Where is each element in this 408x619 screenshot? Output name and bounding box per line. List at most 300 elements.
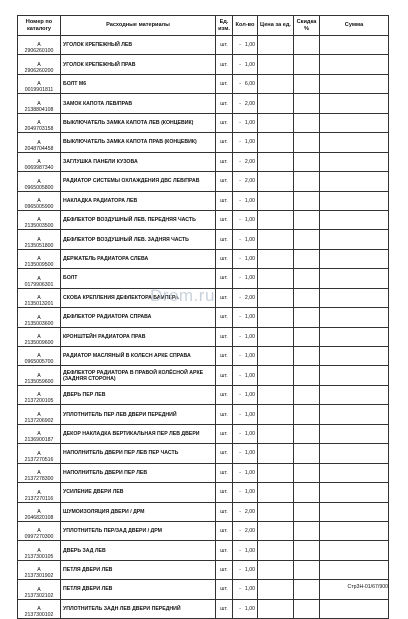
unit-of-measure: шт.	[216, 55, 233, 74]
header-discount: Скидка %	[294, 16, 320, 36]
material-name-line: ДЕФЛЕКТОР РАДИАТОРА СПРАВА	[63, 314, 152, 321]
unit-of-measure: шт.	[216, 405, 233, 424]
unit-of-measure: шт.	[216, 560, 233, 579]
unit-of-measure: шт.	[216, 327, 233, 346]
header-quantity: Кол-во	[233, 16, 258, 36]
catalog-prefix: A	[37, 120, 41, 127]
dash-mark: -	[239, 430, 241, 437]
price-cell	[258, 113, 294, 132]
discount-cell	[294, 210, 320, 229]
unit-of-measure: шт.	[216, 385, 233, 404]
unit-of-measure: шт.	[216, 269, 233, 288]
price-cell	[258, 230, 294, 249]
dash-mark: -	[239, 217, 241, 224]
total-cell	[320, 133, 389, 152]
discount-cell	[294, 366, 320, 385]
total-cell	[320, 94, 389, 113]
discount-cell	[294, 94, 320, 113]
table-row	[18, 55, 389, 74]
discount-cell	[294, 560, 320, 579]
unit-of-measure: шт.	[216, 94, 233, 113]
table-row	[18, 74, 389, 93]
quantity-cell	[233, 521, 258, 540]
price-cell	[258, 94, 294, 113]
material-name	[61, 385, 216, 404]
material-name-line: ШУМОИЗОЛЯЦИЯ ДВЕРИ / ДРМ	[63, 508, 145, 515]
material-name	[61, 308, 216, 327]
quantity-cell	[233, 288, 258, 307]
dash-mark: -	[239, 158, 241, 165]
catalog-number	[18, 230, 61, 249]
material-name-line: ПЕТЛЯ ДВЕРИ ЛЕВ	[63, 567, 113, 574]
catalog-prefix: A	[37, 470, 41, 477]
catalog-code: 2135009600	[24, 340, 54, 346]
quantity-value: 2,00	[244, 294, 255, 301]
unit-of-measure: шт.	[216, 230, 233, 249]
table-row	[18, 249, 389, 268]
quantity-cell	[233, 580, 258, 599]
price-cell	[258, 541, 294, 560]
material-name	[61, 210, 216, 229]
discount-cell	[294, 444, 320, 463]
discount-cell	[294, 327, 320, 346]
catalog-number	[18, 424, 61, 443]
unit-of-measure: шт.	[216, 502, 233, 521]
dash-mark: -	[239, 275, 241, 282]
material-name	[61, 347, 216, 366]
price-cell	[258, 249, 294, 268]
price-cell	[258, 55, 294, 74]
catalog-prefix: A	[37, 217, 41, 224]
discount-cell	[294, 347, 320, 366]
material-name-line: УПЛОТНИТЕЛЬ ЗАДН ЛЕВ ДВЕРИ ПЕРЕДНИЙ	[63, 605, 181, 612]
discount-cell	[294, 230, 320, 249]
header-total: Сумма	[320, 16, 389, 36]
unit-of-measure: шт.	[216, 599, 233, 618]
materials-table	[17, 15, 389, 619]
catalog-code: 0965005700	[24, 359, 54, 366]
price-cell	[258, 74, 294, 93]
material-name-line: РАДИАТОР СИСТЕМЫ ОХЛАЖДЕНИЯ ДВС ЛЕВ/ПРАВ	[63, 178, 200, 185]
catalog-prefix: A	[37, 411, 41, 418]
dash-mark: -	[239, 256, 241, 263]
total-cell	[320, 347, 389, 366]
catalog-code: 2135003600	[24, 320, 54, 327]
discount-cell	[294, 424, 320, 443]
table-row	[18, 444, 389, 463]
unit-of-measure: шт.	[216, 366, 233, 385]
quantity-cell	[233, 55, 258, 74]
price-cell	[258, 580, 294, 599]
catalog-code: 2049703158	[24, 126, 54, 133]
dash-mark: -	[239, 294, 241, 301]
total-cell	[320, 152, 389, 171]
header-unit-price: Цена за ед.	[258, 16, 294, 36]
discount-cell	[294, 502, 320, 521]
catalog-prefix: A	[37, 81, 41, 88]
price-cell	[258, 288, 294, 307]
catalog-code: 2046820108	[24, 514, 54, 521]
catalog-number	[18, 541, 61, 560]
material-name	[61, 444, 216, 463]
table-row	[18, 36, 389, 55]
catalog-prefix: A	[37, 547, 41, 554]
material-name	[61, 366, 216, 385]
catalog-number	[18, 502, 61, 521]
quantity-cell	[233, 113, 258, 132]
unit-of-measure: шт.	[216, 74, 233, 93]
unit-of-measure: шт.	[216, 133, 233, 152]
dash-mark: -	[239, 314, 241, 321]
quantity-cell	[233, 483, 258, 502]
table-row	[18, 541, 389, 560]
price-cell	[258, 483, 294, 502]
quantity-cell	[233, 599, 258, 618]
price-cell	[258, 521, 294, 540]
quantity-cell	[233, 405, 258, 424]
material-name	[61, 249, 216, 268]
price-cell	[258, 385, 294, 404]
catalog-code: 2137270116	[24, 495, 54, 502]
quantity-cell	[233, 463, 258, 482]
quantity-value: 1,00	[244, 61, 255, 68]
unit-of-measure: шт.	[216, 288, 233, 307]
discount-cell	[294, 308, 320, 327]
page-reference: Стр3Н-01/67/900	[347, 584, 388, 590]
material-name	[61, 74, 216, 93]
table-row	[18, 308, 389, 327]
quantity-value: 1,00	[244, 314, 255, 321]
dash-mark: -	[239, 489, 241, 496]
discount-cell	[294, 483, 320, 502]
material-name-line: ПЕТЛЯ ДВЕРИ ЛЕВ	[63, 586, 113, 593]
price-cell	[258, 36, 294, 55]
quantity-value: 1,00	[244, 139, 255, 146]
quantity-cell	[233, 94, 258, 113]
catalog-number	[18, 288, 61, 307]
discount-cell	[294, 152, 320, 171]
catalog-number	[18, 113, 61, 132]
discount-cell	[294, 541, 320, 560]
quantity-value: 1,00	[244, 236, 255, 243]
total-cell	[320, 55, 389, 74]
quantity-value: 1,00	[244, 372, 255, 379]
table-row	[18, 463, 389, 482]
dash-mark: -	[239, 586, 241, 593]
material-name	[61, 599, 216, 618]
table-row	[18, 385, 389, 404]
material-name-line: УПЛОТНИТЕЛЬ ПЕР/ЗАД ДВЕРИ / ДРМ	[63, 528, 162, 535]
material-name-line: ДЕКОР НАКЛАДКА ВЕРТИКАЛЬНАЯ ПЕР ЛЕВ ДВЕРИ	[63, 430, 200, 437]
quantity-value: 1,00	[244, 586, 255, 593]
discount-cell	[294, 288, 320, 307]
quantity-value: 1,00	[244, 489, 255, 496]
unit-of-measure: шт.	[216, 483, 233, 502]
total-cell	[320, 483, 389, 502]
watermark: Drom.ru	[150, 286, 215, 305]
catalog-number	[18, 249, 61, 268]
material-name	[61, 152, 216, 171]
catalog-prefix: A	[37, 42, 41, 49]
table-row	[18, 502, 389, 521]
catalog-prefix: A	[37, 606, 41, 613]
table-row	[18, 191, 389, 210]
catalog-number	[18, 599, 61, 618]
table-row	[18, 288, 389, 307]
dash-mark: -	[239, 236, 241, 243]
material-name-line: НАКЛАДКА РАДИАТОРА ЛЕВ	[63, 197, 138, 204]
quantity-value: 6,00	[244, 81, 255, 88]
dash-mark: -	[239, 178, 241, 185]
unit-of-measure: шт.	[216, 424, 233, 443]
catalog-prefix: A	[37, 353, 41, 360]
catalog-code: 0179906301	[24, 281, 54, 288]
quantity-cell	[233, 424, 258, 443]
dash-mark: -	[239, 450, 241, 457]
catalog-prefix: A	[37, 139, 41, 146]
catalog-code: 2138804108	[24, 106, 54, 113]
total-cell	[320, 521, 389, 540]
catalog-prefix: A	[37, 256, 41, 263]
table-row	[18, 599, 389, 618]
table-row	[18, 483, 389, 502]
material-name-line: НАПОЛНИТЕЛЬ ДВЕРИ ПЕР ЛЕВ ПЕР ЧАСТЬ	[63, 450, 179, 457]
price-cell	[258, 133, 294, 152]
price-cell	[258, 366, 294, 385]
material-name-line: КРОНШТЕЙН РАДИАТОРА ПРАВ	[63, 333, 146, 340]
quantity-value: 1,00	[244, 430, 255, 437]
header-unit: Ед. изм.	[216, 16, 233, 36]
table-row	[18, 424, 389, 443]
dash-mark: -	[239, 42, 241, 49]
total-cell	[320, 463, 389, 482]
catalog-number	[18, 172, 61, 191]
catalog-code: 2135009500	[24, 262, 54, 269]
table-row	[18, 113, 389, 132]
quantity-value: 1,00	[244, 217, 255, 224]
discount-cell	[294, 36, 320, 55]
material-name	[61, 36, 216, 55]
material-name	[61, 502, 216, 521]
total-cell	[320, 502, 389, 521]
price-cell	[258, 210, 294, 229]
unit-of-measure: шт.	[216, 444, 233, 463]
quantity-cell	[233, 36, 258, 55]
quantity-cell	[233, 249, 258, 268]
catalog-number	[18, 55, 61, 74]
catalog-prefix: A	[37, 275, 41, 282]
catalog-prefix: A	[37, 314, 41, 321]
discount-cell	[294, 580, 320, 599]
dash-mark: -	[239, 61, 241, 68]
catalog-prefix: A	[37, 236, 41, 243]
unit-of-measure: шт.	[216, 172, 233, 191]
catalog-code: 2135003500	[24, 223, 54, 230]
catalog-prefix: A	[37, 295, 41, 302]
quantity-cell	[233, 347, 258, 366]
quantity-cell	[233, 191, 258, 210]
unit-of-measure: шт.	[216, 152, 233, 171]
quantity-cell	[233, 560, 258, 579]
material-name	[61, 521, 216, 540]
discount-cell	[294, 55, 320, 74]
price-cell	[258, 172, 294, 191]
unit-of-measure: шт.	[216, 308, 233, 327]
catalog-code: 2137270516	[24, 456, 54, 463]
catalog-prefix: A	[37, 431, 41, 438]
catalog-prefix: A	[37, 392, 41, 399]
quantity-cell	[233, 327, 258, 346]
total-cell	[320, 230, 389, 249]
catalog-number	[18, 560, 61, 579]
unit-of-measure: шт.	[216, 347, 233, 366]
quantity-cell	[233, 74, 258, 93]
quantity-cell	[233, 444, 258, 463]
quantity-value: 2,00	[244, 528, 255, 535]
dash-mark: -	[239, 81, 241, 88]
quantity-cell	[233, 172, 258, 191]
material-name	[61, 580, 216, 599]
price-cell	[258, 560, 294, 579]
unit-of-measure: шт.	[216, 36, 233, 55]
quantity-value: 2,00	[244, 508, 255, 515]
table-row	[18, 94, 389, 113]
catalog-prefix: A	[37, 450, 41, 457]
material-name	[61, 230, 216, 249]
catalog-code: 2136900187	[24, 437, 54, 444]
price-cell	[258, 424, 294, 443]
catalog-prefix: A	[37, 372, 41, 379]
header-materials: Расходные материалы	[61, 16, 216, 36]
material-name	[61, 94, 216, 113]
material-name	[61, 133, 216, 152]
table-body	[18, 36, 389, 619]
dash-mark: -	[239, 372, 241, 379]
material-name-line: РАДИАТОР МАСЛЯНЫЙ В КОЛЕСН АРКЕ СПРАВА	[63, 353, 191, 360]
catalog-code: 2135051800	[24, 242, 54, 249]
total-cell	[320, 424, 389, 443]
total-cell	[320, 541, 389, 560]
table-row	[18, 210, 389, 229]
table-row	[18, 172, 389, 191]
price-cell	[258, 191, 294, 210]
price-cell	[258, 502, 294, 521]
quantity-value: 2,00	[244, 158, 255, 165]
dash-mark: -	[239, 392, 241, 399]
table-row	[18, 327, 389, 346]
catalog-number	[18, 308, 61, 327]
material-name-line: ДЕФЛЕКТОР ВОЗДУШНЫЙ ЛЕВ. ЗАДНЯЯ ЧАСТЬ	[63, 236, 189, 243]
catalog-number	[18, 483, 61, 502]
discount-cell	[294, 599, 320, 618]
total-cell	[320, 385, 389, 404]
dash-mark: -	[239, 411, 241, 418]
material-name-line: ДЕРЖАТЕЛЬ РАДИАТОРА СЛЕВА	[63, 256, 149, 263]
total-cell	[320, 366, 389, 385]
price-cell	[258, 269, 294, 288]
material-name-line: ДЕФЛЕКТОР РАДИАТОРА В ПРАВОЙ КОЛЁСНОЙ АРКЕ	[63, 369, 204, 376]
material-name-line: УГОЛОК КРЕПЕЖНЫЙ ПРАВ	[63, 61, 136, 68]
quantity-value: 1,00	[244, 353, 255, 360]
table-row	[18, 133, 389, 152]
discount-cell	[294, 269, 320, 288]
quantity-value: 2,00	[244, 178, 255, 185]
unit-of-measure: шт.	[216, 521, 233, 540]
catalog-code: 2906260100	[24, 48, 54, 55]
total-cell	[320, 191, 389, 210]
quantity-value: 1,00	[244, 275, 255, 282]
table-row	[18, 560, 389, 579]
material-name-line: УГОЛОК КРЕПЕЖНЫЙ ЛЕВ	[63, 42, 133, 49]
unit-of-measure: шт.	[216, 113, 233, 132]
discount-cell	[294, 113, 320, 132]
unit-of-measure: шт.	[216, 249, 233, 268]
discount-cell	[294, 74, 320, 93]
discount-cell	[294, 463, 320, 482]
catalog-number	[18, 133, 61, 152]
catalog-code: 2135059600	[24, 378, 54, 385]
quantity-cell	[233, 502, 258, 521]
catalog-code: 2137302102	[24, 592, 54, 599]
quantity-cell	[233, 366, 258, 385]
quantity-value: 1,00	[244, 256, 255, 263]
catalog-number	[18, 210, 61, 229]
header-row	[18, 16, 389, 36]
discount-cell	[294, 133, 320, 152]
total-cell	[320, 36, 389, 55]
quantity-value: 1,00	[244, 392, 255, 399]
catalog-prefix: A	[37, 567, 41, 574]
dash-mark: -	[239, 528, 241, 535]
dash-mark: -	[239, 353, 241, 360]
material-name-line: УСИЛЕНИЕ ДВЕРИ ЛЕВ	[63, 489, 124, 496]
material-name-line: УПЛОТНИТЕЛЬ ПЕР ЛЕВ ДВЕРИ ПЕРЕДНИЙ	[63, 411, 177, 418]
price-cell	[258, 463, 294, 482]
catalog-number	[18, 94, 61, 113]
quantity-cell	[233, 210, 258, 229]
dash-mark: -	[239, 469, 241, 476]
price-cell	[258, 152, 294, 171]
material-name	[61, 424, 216, 443]
catalog-code: 2137278300	[24, 476, 54, 483]
material-name-line: БОЛТ М6	[63, 81, 87, 88]
catalog-code: 2048704458	[24, 145, 54, 152]
quantity-value: 1,00	[244, 119, 255, 126]
total-cell	[320, 444, 389, 463]
price-cell	[258, 308, 294, 327]
catalog-number	[18, 269, 61, 288]
quantity-cell	[233, 152, 258, 171]
catalog-code: 2137300102	[24, 612, 54, 619]
quantity-value: 1,00	[244, 411, 255, 418]
header-catalog-number: Номер по каталогу	[18, 16, 61, 36]
table-row	[18, 521, 389, 540]
dash-mark: -	[239, 333, 241, 340]
table-row	[18, 152, 389, 171]
catalog-code: 0069987340	[24, 165, 54, 172]
quantity-cell	[233, 541, 258, 560]
catalog-number	[18, 521, 61, 540]
quantity-cell	[233, 230, 258, 249]
material-name-line: ЗАГЛУШКА ПАНЕЛИ КУЗОВА	[63, 158, 138, 165]
material-name-line: НАПОЛНИТЕЛЬ ДВЕРИ ПЕР ЛЕВ	[63, 469, 148, 476]
catalog-number	[18, 74, 61, 93]
catalog-number	[18, 366, 61, 385]
quantity-value: 1,00	[244, 333, 255, 340]
total-cell	[320, 269, 389, 288]
unit-of-measure: шт.	[216, 210, 233, 229]
total-cell	[320, 172, 389, 191]
